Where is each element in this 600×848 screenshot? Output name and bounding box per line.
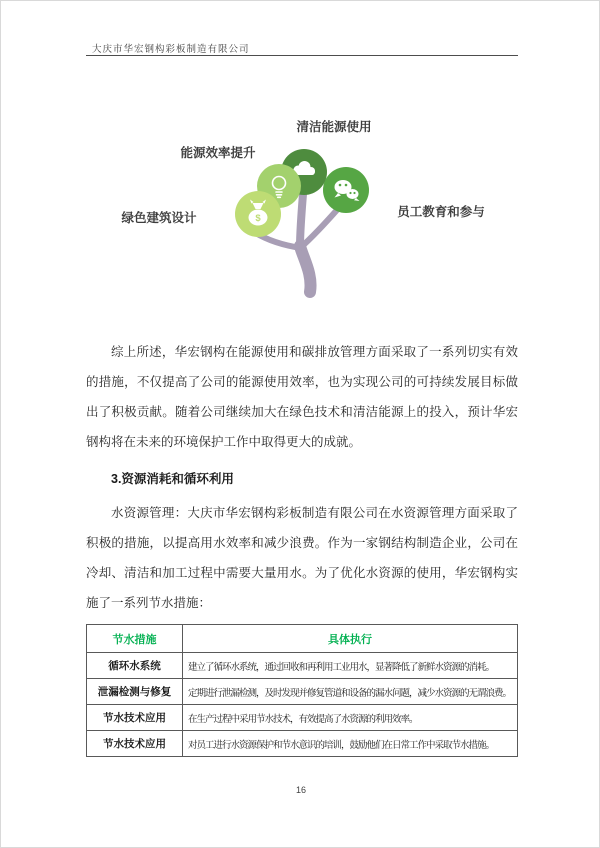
- detail-cell: 定期进行泄漏检测，及时发现并修复管道和设备的漏水问题，减少水资源的无谓浪费。: [183, 679, 518, 705]
- table-header-row: [87, 625, 518, 653]
- detail-cell: 在生产过程中采用节水技术，有效提高了水资源的利用效率。: [183, 705, 518, 731]
- section-heading: 3.资源消耗和循环利用: [111, 472, 234, 486]
- label-energy-efficiency: 能源效率提升: [180, 146, 256, 160]
- employee-education-circle: [323, 167, 369, 213]
- label-clean-energy: 清洁能源使用: [296, 120, 372, 134]
- table-row: [87, 705, 518, 731]
- detail-cell: 对员工进行水资源保护和节水意识的培训，鼓励他们在日常工作中采取节水措施。: [183, 731, 518, 757]
- measure-cell: 节水技术应用: [87, 731, 183, 757]
- measure-cell: 循环水系统: [87, 653, 183, 679]
- green-initiatives-diagram: [86, 106, 516, 301]
- company-name: 大庆市华宏钢构彩板制造有限公司: [92, 45, 250, 55]
- page-body: [86, 337, 518, 757]
- water-management-paragraph: 水资源管理：大庆市华宏钢构彩板制造有限公司在水资源管理方面采取了积极的措施，以提高用水效率和减少浪费。作为一家钢结构制造企业，公司在冷却、清洁和加工过程中需要大量用水。为了优化水资源的使用，华宏钢构实施了一系列节水措施：: [86, 506, 518, 610]
- table-row: [87, 731, 518, 757]
- column-header-measure: 节水措施: [87, 625, 183, 653]
- table-row: [87, 653, 518, 679]
- detail-cell: 建立了循环水系统，通过回收和再利用工业用水，显著降低了新鲜水资源的消耗。: [183, 653, 518, 679]
- water-saving-table: [86, 624, 518, 757]
- green-building-circle: [235, 191, 281, 237]
- header-divider: [86, 55, 518, 56]
- summary-paragraph: 综上所述，华宏钢构在能源使用和碳排放管理方面采取了一系列切实有效的措施，不仅提高了公司的能源使用效率，也为实现公司的可持续发展目标做出了积极贡献。随着公司继续加大在绿色技术和清洁能源上的投入，预计华宏钢构将在未来的环境保护工作中取得更大的成就。: [86, 345, 518, 449]
- label-green-building: 绿色建筑设计: [121, 211, 197, 225]
- column-header-detail: 具体执行: [183, 625, 518, 653]
- measure-cell: 节水技术应用: [87, 705, 183, 731]
- table-row: [87, 679, 518, 705]
- measure-cell: 泄漏检测与修复: [87, 679, 183, 705]
- label-employee-education: 员工教育和参与: [397, 205, 485, 219]
- page-number: 16: [295, 785, 306, 795]
- svg-text:$: $: [255, 213, 261, 224]
